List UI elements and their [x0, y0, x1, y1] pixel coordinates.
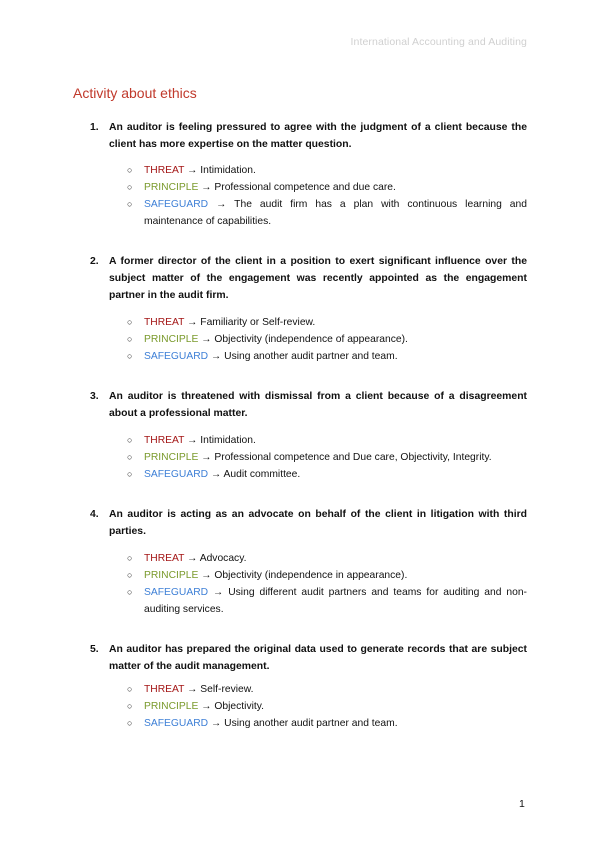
safeguard-item — [127, 715, 527, 732]
circle-bullet-icon: ○ — [127, 553, 133, 563]
arrow-icon: → — [201, 452, 212, 463]
threat-value: Intimidation. — [197, 435, 256, 446]
arrow-icon: → — [201, 334, 212, 345]
answer-list-5 — [127, 681, 527, 732]
principle-value: Objectivity (independence of appearance). — [211, 334, 408, 345]
circle-bullet-icon: ○ — [127, 684, 133, 694]
principle-value: Professional competence and Due care, Objectivity, Integrity. — [211, 452, 492, 463]
question-text: An auditor is acting as an advocate on behalf of the client in litigation with third parties. — [109, 509, 527, 537]
safeguard-item — [127, 466, 527, 483]
circle-bullet-icon: ○ — [127, 199, 133, 209]
threat-label: THREAT — [144, 435, 185, 446]
safeguard-label: SAFEGUARD — [144, 199, 209, 210]
safeguard-value: Audit committee. — [221, 469, 301, 480]
threat-item — [127, 550, 527, 567]
circle-bullet-icon: ○ — [127, 435, 133, 445]
principle-item — [127, 449, 527, 466]
principle-item — [127, 331, 527, 348]
principle-value: Objectivity (independence in appearance). — [211, 570, 408, 581]
circle-bullet-icon: ○ — [127, 165, 133, 175]
safeguard-value: Using another audit partner and team. — [221, 351, 398, 362]
principle-label: PRINCIPLE — [144, 570, 199, 581]
safeguard-item — [127, 196, 527, 230]
circle-bullet-icon: ○ — [127, 718, 133, 728]
arrow-icon: → — [187, 435, 198, 446]
arrow-icon: → — [210, 469, 222, 480]
question-number: 1. — [90, 122, 99, 133]
circle-bullet-icon: ○ — [127, 182, 133, 192]
threat-item — [127, 314, 527, 331]
principle-item — [127, 698, 527, 715]
question-number: 2. — [90, 256, 99, 267]
safeguard-value: The audit firm has a plan with continuous learning and maintenance of capabilities. — [144, 199, 527, 227]
circle-bullet-icon: ○ — [127, 469, 133, 479]
page-number: 1 — [519, 798, 525, 810]
arrow-icon: → — [213, 587, 224, 598]
safeguard-label: SAFEGUARD — [144, 718, 209, 729]
safeguard-label: SAFEGUARD — [144, 351, 209, 362]
question-5 — [90, 641, 527, 675]
question-text: An auditor is threatened with dismissal from a client because of a disagreement about a professional matter. — [109, 391, 527, 419]
question-text: A former director of the client in a position to exert significant influence over the subject matter of the engagement was recently appointed as the engagement partner in the audit firm. — [109, 256, 527, 301]
question-4 — [90, 506, 527, 540]
principle-label: PRINCIPLE — [144, 452, 199, 463]
circle-bullet-icon: ○ — [127, 334, 133, 344]
circle-bullet-icon: ○ — [127, 701, 133, 711]
arrow-icon: → — [201, 182, 212, 193]
answer-list-2 — [127, 314, 527, 365]
answer-list-1 — [127, 162, 527, 230]
threat-label: THREAT — [144, 553, 185, 564]
principle-item — [127, 567, 527, 584]
threat-value: Self-review. — [197, 684, 254, 695]
question-number: 4. — [90, 509, 99, 520]
threat-label: THREAT — [144, 165, 185, 176]
threat-item — [127, 162, 527, 179]
arrow-icon: → — [210, 718, 222, 729]
principle-label: PRINCIPLE — [144, 182, 199, 193]
arrow-icon: → — [201, 701, 212, 712]
question-text: An auditor has prepared the original data used to generate records that are subject matter of the audit management. — [109, 644, 527, 672]
arrow-icon: → — [201, 570, 212, 581]
question-number: 3. — [90, 391, 99, 402]
arrow-icon: → — [187, 684, 198, 695]
circle-bullet-icon: ○ — [127, 587, 133, 597]
principle-value: Professional competence and due care. — [211, 182, 396, 193]
question-2 — [90, 253, 527, 304]
threat-item — [127, 432, 527, 449]
question-text: An auditor is feeling pressured to agree with the judgment of a client because the client has more expertise on the matter question. — [109, 122, 527, 150]
circle-bullet-icon: ○ — [127, 570, 133, 580]
answer-list-4 — [127, 550, 527, 618]
principle-item — [127, 179, 527, 196]
safeguard-value: Using another audit partner and team. — [221, 718, 398, 729]
safeguard-value: Using different audit partners and teams for auditing and non-auditing services. — [144, 587, 527, 615]
answer-list-3 — [127, 432, 527, 483]
circle-bullet-icon: ○ — [127, 317, 133, 327]
threat-item — [127, 681, 527, 698]
safeguard-label: SAFEGUARD — [144, 469, 209, 480]
threat-value: Familiarity or Self-review. — [197, 317, 316, 328]
safeguard-label: SAFEGUARD — [144, 587, 209, 598]
threat-value: Advocacy. — [197, 553, 247, 564]
threat-label: THREAT — [144, 317, 185, 328]
arrow-icon: → — [210, 351, 222, 362]
circle-bullet-icon: ○ — [127, 351, 133, 361]
threat-label: THREAT — [144, 684, 185, 695]
question-number: 5. — [90, 644, 99, 655]
arrow-icon: → — [187, 317, 198, 328]
principle-label: PRINCIPLE — [144, 701, 199, 712]
page-title: Activity about ethics — [73, 85, 197, 101]
principle-label: PRINCIPLE — [144, 334, 199, 345]
arrow-icon: → — [216, 199, 227, 210]
arrow-icon: → — [187, 165, 198, 176]
circle-bullet-icon: ○ — [127, 452, 133, 462]
safeguard-item — [127, 584, 527, 618]
threat-value: Intimidation. — [197, 165, 256, 176]
safeguard-item — [127, 348, 527, 365]
arrow-icon: → — [187, 553, 198, 564]
running-header: International Accounting and Auditing — [350, 36, 527, 48]
question-1 — [90, 119, 527, 153]
principle-value: Objectivity. — [211, 701, 264, 712]
question-3 — [90, 388, 527, 422]
